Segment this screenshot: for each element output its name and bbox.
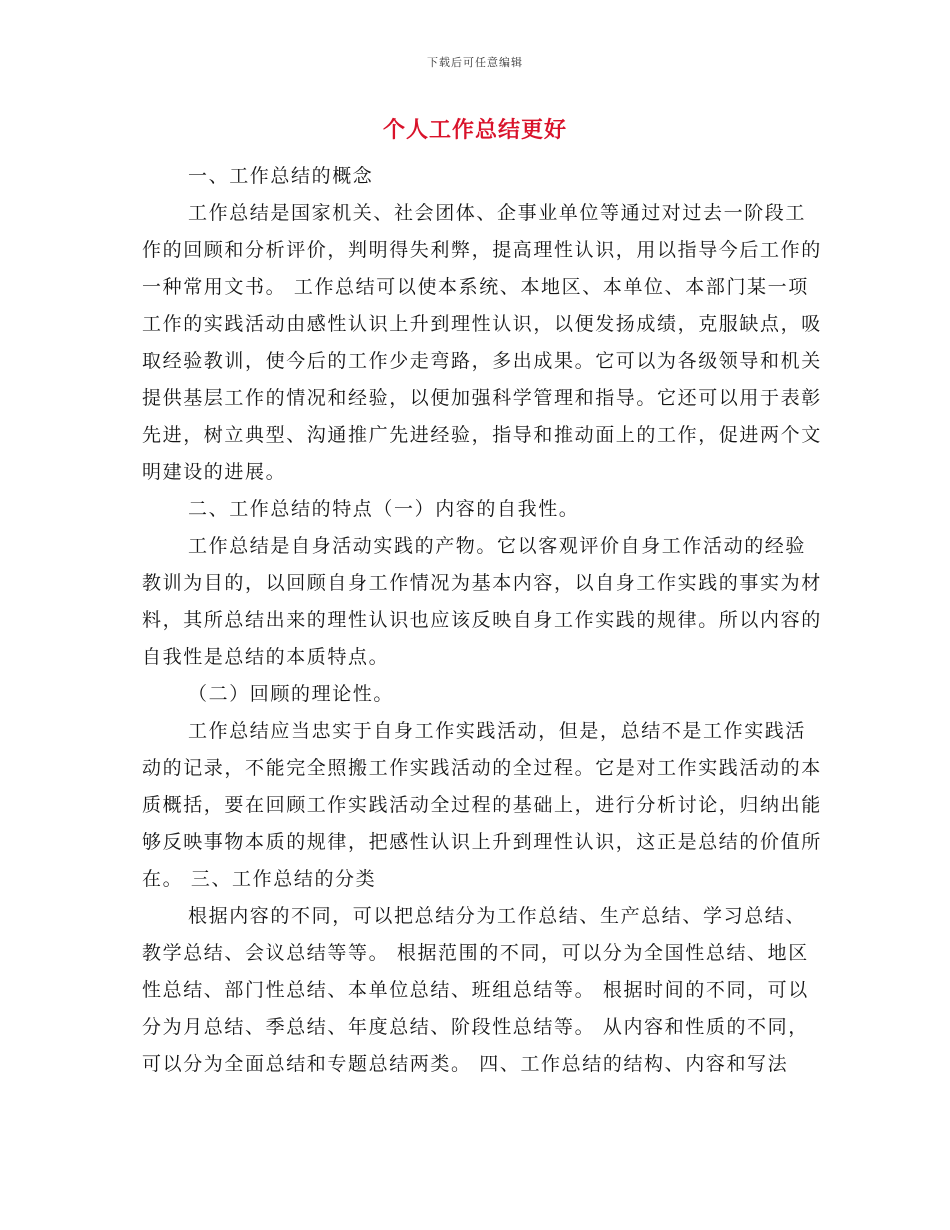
document-title: 个人工作总结更好	[382, 118, 567, 143]
paragraph-self-nature: 工作总结是自身活动实践的产物。它以客观评价自身工作活动的经验教训为目的，以回顾自身工作情况为基本内容，以自身工作实践的事实为材料，其所总结出来的理性认识也应该反映自身工作实践的规律。所以内容的自我性是总结的本质特点。	[142, 535, 822, 668]
paragraph-concept: 工作总结是国家机关、社会团体、企事业单位等通过对过去一阶段工作的回顾和分析评价，判明得失利弊，提高理性认识，用以指导今后工作的一种常用文书。 工作总结可以使本系统、本地区、本单位、本部门某一项工作的实践活动由感性认识上升到理性认识，以便发扬成绩，克服缺点，吸取经验教训，使今后的工作少走弯路，多出成果。它可以为各级领导和机关提供基层工作的情况和经验，以便加强科学管理和指导。它还可以用于表彰先进，树立典型、沟通推广先进经验，指导和推动面上的工作，促进两个文明建设的进展。	[142, 202, 822, 483]
header-note: 下载后可任意编辑	[427, 56, 523, 69]
section-heading-2: 二、工作总结的特点（一）内容的自我性。	[188, 498, 580, 520]
paragraph-theory: 工作总结应当忠实于自身工作实践活动，但是，总结不是工作实践活动的记录，不能完全照搬工作实践活动的全过程。它是对工作实践活动的本质概括，要在回顾工作实践活动全过程的基础上，进行分析讨论，归纳出能够反映事物本质的规律，把感性认识上升到理性认识，这正是总结的价值所在。 三、工作总结的分类	[142, 720, 822, 890]
paragraph-classification: 根据内容的不同，可以把总结分为工作总结、生产总结、学习总结、教学总结、会议总结等等。 根据范围的不同，可以分为全国性总结、地区性总结、部门性总结、本单位总结、班组总结等。 根据时间的不同，可以分为月总结、季总结、年度总结、阶段性总结等。 从内容和性质的不同，可以分为全面总结和专题总结两类。 四、工作总结的结构、内容和写法	[142, 905, 809, 1075]
section-heading-1: 一、工作总结的概念	[188, 165, 374, 187]
subsection-heading-theory: （二）回顾的理论性。	[188, 683, 395, 705]
document-body	[142, 158, 822, 1083]
